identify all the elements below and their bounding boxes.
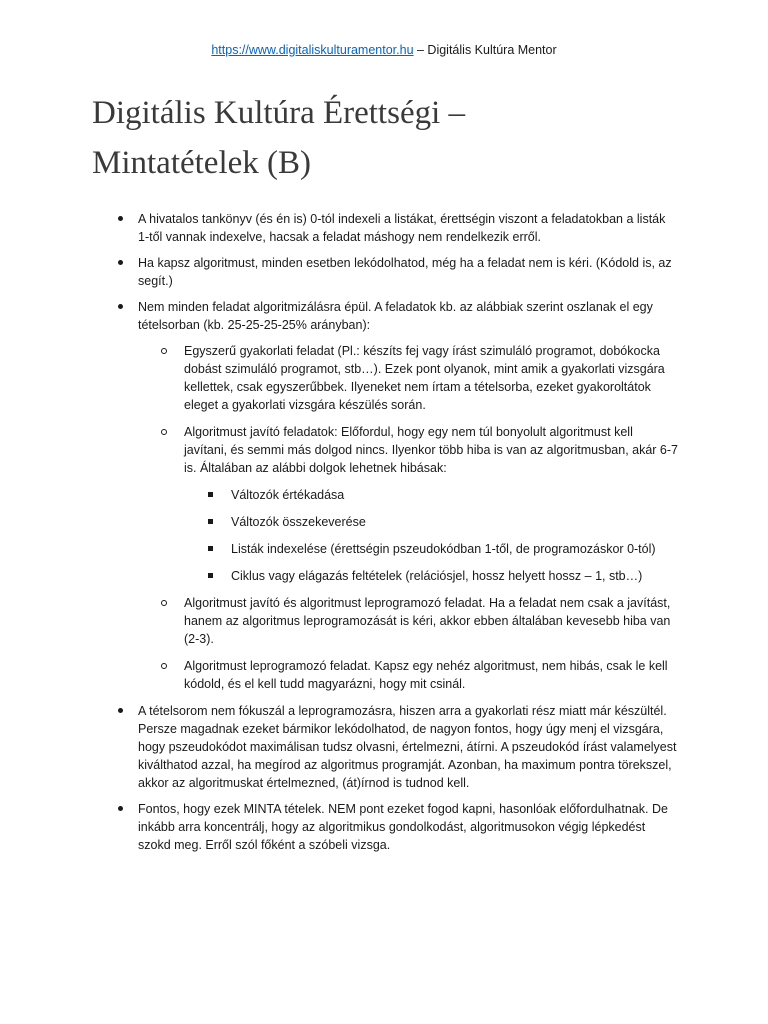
list-item-text: Nem minden feladat algoritmizálásra épül. A feladatok kb. az alábbiak szerint oszlanak el egy tételsorban (kb. 25-25-25-25% arányban): — [138, 300, 653, 332]
title-line-2: Mintatételek (B) — [92, 145, 312, 181]
sub-sub-list-item-text: Változók összekeverése — [231, 515, 366, 529]
circle-bullet-icon — [161, 429, 167, 435]
square-bullet-icon — [208, 519, 213, 524]
square-bullet-icon — [208, 492, 213, 497]
sub-list-item-text: Egyszerű gyakorlati feladat (Pl.: készíts fej vagy írást szimuláló programot, dobókocka dobást szimuláló programot, stb…). Ezek pont olyanok, mint amik a gyakorlati vizsgára kellettek, csak egyszerűbbek. Ilyeneket nem írtam a tételsorba, ezeket gyakoroltátok eleget a gyakorlati vizsgára készülés során. — [184, 344, 665, 412]
list-item-text: Ha kapsz algoritmust, minden esetben lekódolhatod, még ha a feladat nem is kéri. (Kódold is, az segít.) — [138, 256, 672, 288]
list-item — [138, 254, 678, 290]
sub-list — [0, 342, 768, 693]
list-item-text: A tételsorom nem fókuszál a leprogramozásra, hiszen arra a gyakorlati rész miatt már készültél. Persze magadnak ezeket bármikor lekódolhatod, de nagyon fontos, hogy úgy menj el vizsgára, hogy pszeudokódot maximálisan tudsz olvasni, értelmezni, átírni. A pszeudokód írást valamelyest kiválthatod azzal, ha megírod az algoritmus programját. Azonban, ha maximum pontra törekszel, akkor az algoritmuskat értelmezned, (át)írnod is tudnod kell. — [138, 704, 677, 790]
sub-list-item — [184, 594, 678, 648]
header-link[interactable]: https://www.digitaliskulturamentor.hu — [211, 43, 414, 57]
circle-bullet-icon — [161, 600, 167, 606]
page-header — [0, 41, 768, 59]
sub-list-item — [184, 423, 678, 477]
list-item — [138, 800, 678, 854]
document-body — [0, 210, 768, 862]
sub-sub-list-item — [231, 513, 678, 531]
list-item-text: A hivatalos tankönyv (és én is) 0-tól indexeli a listákat, érettségin viszont a feladatokban a listák 1-től vannak indexelve, hacsak a feladat máshogy nem rendelkezik erről. — [138, 212, 666, 244]
circle-bullet-icon — [161, 663, 167, 669]
list-item — [138, 702, 678, 792]
sub-list-item-text: Algoritmust javító feladatok: Előfordul, hogy egy nem túl bonyolult algoritmust kell javítani, és semmi más dolgod nincs. Ilyenkor több hiba is van az algoritmusban, akár 6-7 is. Általában az alábbi dolgok lehetnek hibásak: — [184, 425, 678, 475]
list-item-text: Fontos, hogy ezek MINTA tételek. NEM pont ezeket fogod kapni, hasonlóak előfordulhatnak. De inkább arra koncentrálj, hogy az algoritmikus gondolkodást, algoritmusokon végig lépkedést szokd meg. Erről szól főként a szóbeli vizsga. — [138, 802, 668, 852]
bullet-icon — [118, 304, 123, 309]
sub-sub-list-item-text: Ciklus vagy elágazás feltételek (relációsjel, hossz helyett hossz – 1, stb…) — [231, 569, 643, 583]
sub-sub-list-item — [231, 486, 678, 504]
title-line-1: Digitális Kultúra Érettségi – — [92, 95, 466, 131]
sub-list-item — [184, 342, 678, 414]
bullet-icon — [118, 708, 123, 713]
bullet-icon — [118, 806, 123, 811]
sub-sub-list-item-text: Listák indexelése (érettségin pszeudokódban 1-től, de programozáskor 0-tól) — [231, 542, 656, 556]
list-item — [138, 298, 678, 334]
bullet-icon — [118, 216, 123, 221]
list-item — [138, 210, 678, 246]
bullet-icon — [118, 260, 123, 265]
sub-sub-list — [0, 486, 768, 585]
circle-bullet-icon — [161, 348, 167, 354]
document-title — [92, 88, 712, 188]
sub-list-item-text: Algoritmust javító és algoritmust leprogramozó feladat. Ha a feladat nem csak a javítást, hanem az algoritmus leprogramozását is kéri, akkor ebben általában kevesebb hiba van (2-3). — [184, 596, 671, 646]
square-bullet-icon — [208, 573, 213, 578]
sub-list-item-text: Algoritmust leprogramozó feladat. Kapsz egy nehéz algoritmust, nem hibás, csak le kell kódold, és el kell tudd magyarázni, hogy mit csinál. — [184, 659, 668, 691]
sub-list-item — [184, 657, 678, 693]
sub-sub-list-item — [231, 567, 678, 585]
sub-sub-list-item-text: Változók értékadása — [231, 488, 345, 502]
square-bullet-icon — [208, 546, 213, 551]
sub-sub-list-item — [231, 540, 678, 558]
header-suffix: – Digitális Kultúra Mentor — [413, 43, 557, 57]
